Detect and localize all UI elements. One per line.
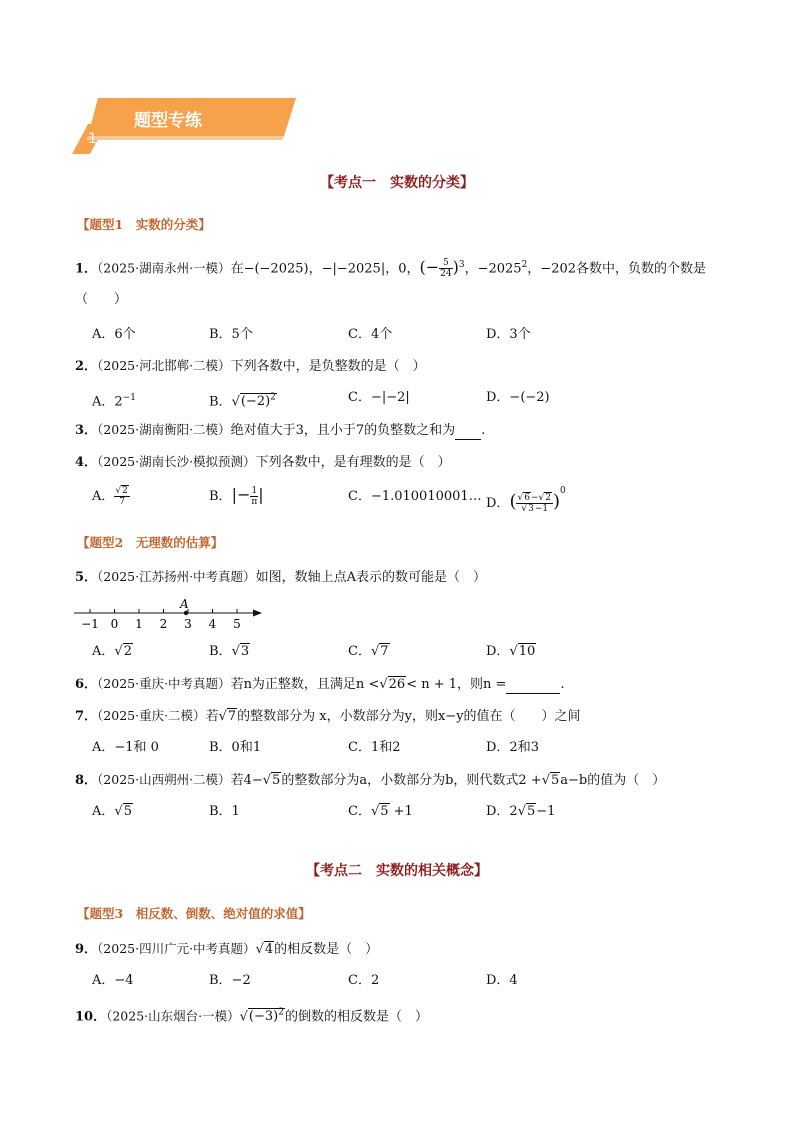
type-heading-1: 【题型1 实数的分类】 (77, 217, 211, 232)
axis-tick-label: 4 (208, 617, 217, 631)
question-2: 2．（2025·河北邯郸·二模）下列各数中，是负整数的是（ ） (75, 358, 426, 374)
option-d[interactable]: D．√10 (486, 644, 536, 659)
section-heading-2: 【考点二 实数的相关概念】 (306, 863, 488, 879)
option-b[interactable]: B．0和1 (209, 740, 262, 755)
type-heading-2: 【题型2 无理数的估算】 (77, 535, 224, 550)
option-b[interactable]: B．$√(-2)^2$ (209, 393, 276, 410)
question-6: 6．（2025·重庆·中考真题）若n为正整数，且满足n <√26< n + 1，则n = . (75, 676, 565, 692)
point-a (184, 611, 188, 615)
type-heading-3: 【题型3 相反数、倒数、绝对值的求值】 (77, 906, 311, 921)
option-a[interactable]: A． $\frac{√2}{7}$ (92, 486, 128, 507)
option-a[interactable]: A．6个 (92, 327, 136, 342)
option-c[interactable]: C．1和2 (348, 740, 401, 755)
option-a[interactable]: A．−4 (92, 973, 134, 988)
axis-tick-label: −1 (81, 617, 99, 631)
axis-tick-label: 5 (233, 617, 241, 631)
answer-blank[interactable] (455, 439, 481, 440)
option-c[interactable]: C．2 (348, 973, 380, 988)
question-10: 10．（2025·山东烟台·一模）$√(-3)^2$的倒数的相反数是（ ） (75, 1008, 428, 1025)
question-4: 4．（2025·湖南长沙·模拟预测）下列各数中，是有理数的是（ ） (75, 454, 451, 470)
option-d[interactable]: D．2√5−1 (486, 804, 556, 819)
arrow-icon (253, 610, 262, 617)
question-5: 5．（2025·江苏扬州·中考真题）如图，数轴上点A表示的数可能是（ ） (75, 569, 486, 585)
axis-tick-label: 0 (110, 617, 119, 631)
question-8: 8．（2025·山西朔州·二模）若4−√5的整数部分为a，小数部分为b，则代数式2 +√5a−b的值为（ ） (75, 772, 666, 788)
option-a[interactable]: A．√5 (92, 804, 132, 819)
question-3: 3．（2025·湖南衡阳·二模）绝对值大于3，且小于7的负整数之和为 . (75, 422, 486, 438)
option-b[interactable]: B．5个 (209, 327, 253, 342)
axis-tick-label: 1 (135, 617, 143, 631)
option-c[interactable]: C．−|−2| (348, 390, 410, 405)
option-d[interactable]: D．−(−2) (486, 390, 550, 405)
question-source: （2025·湖南永州·一模） (97, 260, 231, 276)
option-d[interactable]: D．2和3 (486, 740, 539, 755)
option-b[interactable]: B．|− $\frac{1}{\pi}$ | (209, 485, 264, 507)
fraction: $\frac{5}{24}$ (440, 258, 452, 280)
banner-number: 1 (88, 131, 97, 147)
option-a[interactable]: A．$2^{-1}$ (92, 393, 136, 410)
axis-tick-label: 3 (184, 617, 192, 631)
option-c[interactable]: C．√5 +1 (348, 804, 413, 819)
option-d[interactable]: D．( $\frac{√6-√2}{√3-1}$ )$^0$ (486, 486, 566, 514)
question-text: 在−(−2025)，−|−2025|，0， (230, 261, 420, 277)
answer-blank[interactable] (506, 693, 560, 694)
banner-shadow (86, 136, 284, 140)
question-9: 9．（2025·四川广元·中考真题）√4的相反数是（ ） (75, 941, 379, 957)
option-a[interactable]: A．−1和 0 (92, 740, 159, 755)
option-a[interactable]: A．√2 (92, 644, 132, 659)
question-7: 7．（2025·重庆·二模）若√7的整数部分为 x，小数部分为y，则x−y的值在（ ）之间 (75, 708, 581, 724)
question-1: 1．（2025·湖南永州·一模）在−(−2025)，−|−2025|，0，(− $\frac{5}{24}$ )$^3$，$-2025^2$，−202各数中，负数的个数是 (75, 257, 707, 280)
section-heading-1: 【考点一 实数的分类】 (320, 175, 474, 191)
option-d[interactable]: D．4 (486, 973, 518, 988)
banner-title: 题型专练 (134, 111, 202, 131)
option-b[interactable]: B．1 (209, 804, 240, 819)
option-c[interactable]: C．4个 (348, 327, 393, 342)
option-c[interactable]: C．√7 (348, 644, 389, 659)
option-c[interactable]: C．−1.010010001… (348, 489, 482, 504)
answer-parens: （ ） (75, 292, 128, 307)
axis-tick-label: 2 (159, 617, 168, 631)
question-number: 1． (75, 261, 98, 277)
option-b[interactable]: B．√3 (209, 644, 250, 659)
point-label: A (180, 597, 189, 611)
option-d[interactable]: D．3个 (486, 327, 531, 342)
number-line (70, 596, 270, 632)
option-b[interactable]: B．−2 (209, 973, 251, 988)
power-expression: (− (419, 257, 440, 277)
